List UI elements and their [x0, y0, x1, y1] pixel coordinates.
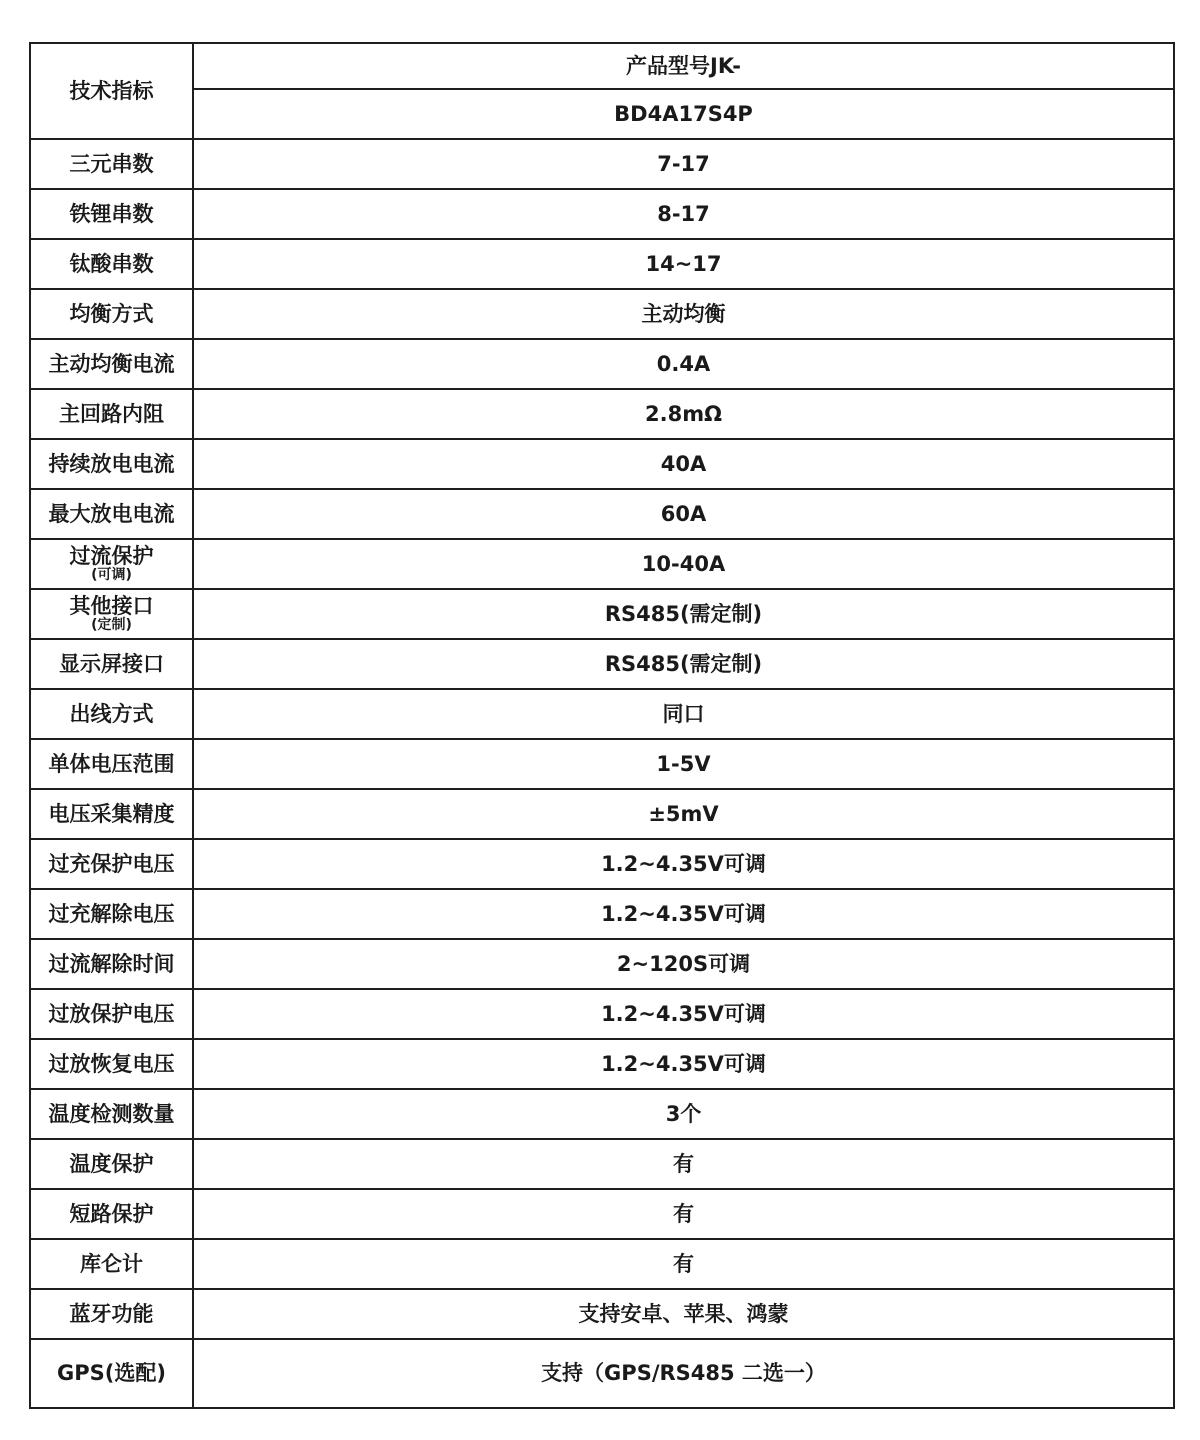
spec-label: 温度检测数量 [48, 1101, 175, 1126]
spec-label-cell [30, 689, 193, 739]
table-row [30, 489, 1174, 539]
spec-value: 有 [193, 1139, 1174, 1189]
spec-label: 主回路内阻 [59, 401, 164, 426]
table-row [30, 589, 1174, 639]
spec-label-cell [30, 539, 193, 589]
spec-label: 持续放电电流 [48, 451, 175, 476]
spec-label: 其他接口 [69, 594, 154, 619]
table-row [30, 1189, 1174, 1239]
spec-value: RS485(需定制) [193, 589, 1174, 639]
header-row-1 [30, 43, 1174, 89]
spec-value: 2~120S可调 [193, 939, 1174, 989]
spec-label-cell [30, 589, 193, 639]
spec-label: 最大放电电流 [48, 501, 175, 526]
table-row [30, 1339, 1174, 1408]
table-row [30, 939, 1174, 989]
spec-label-cell [30, 1139, 193, 1189]
table-row [30, 739, 1174, 789]
spec-value: 有 [193, 1239, 1174, 1289]
table-row [30, 339, 1174, 389]
spec-label-cell [30, 289, 193, 339]
spec-value: 14~17 [193, 239, 1174, 289]
table-row [30, 789, 1174, 839]
spec-label: 过充保护电压 [48, 851, 175, 876]
spec-label: 过充解除电压 [48, 901, 175, 926]
table-row [30, 1239, 1174, 1289]
spec-label-cell [30, 239, 193, 289]
spec-value: 7-17 [193, 139, 1174, 189]
spec-label-cell [30, 139, 193, 189]
table-row [30, 389, 1174, 439]
model-line-2: BD4A17S4P [193, 89, 1174, 139]
spec-value: 10-40A [193, 539, 1174, 589]
spec-label-cell [30, 989, 193, 1039]
spec-label: 温度保护 [69, 1151, 154, 1176]
spec-value: ±5mV [193, 789, 1174, 839]
spec-label: 单体电压范围 [48, 751, 175, 776]
spec-value: 有 [193, 1189, 1174, 1239]
spec-value: 2.8mΩ [193, 389, 1174, 439]
table-row [30, 1139, 1174, 1189]
spec-label-cell [30, 839, 193, 889]
header-row-2 [30, 89, 1174, 139]
spec-label-cell [30, 789, 193, 839]
spec-label: 出线方式 [69, 701, 154, 726]
spec-label: 三元串数 [69, 151, 154, 176]
spec-value: RS485(需定制) [193, 639, 1174, 689]
spec-label-cell [30, 739, 193, 789]
table-row [30, 239, 1174, 289]
spec-label-cell [30, 1289, 193, 1339]
table-row [30, 539, 1174, 589]
spec-table [29, 42, 1175, 1409]
table-row [30, 439, 1174, 489]
table-row [30, 1039, 1174, 1089]
spec-label-cell [30, 1089, 193, 1139]
spec-value: 1.2~4.35V可调 [193, 989, 1174, 1039]
spec-value: 1.2~4.35V可调 [193, 1039, 1174, 1089]
spec-label: 铁锂串数 [69, 201, 154, 226]
spec-value: 8-17 [193, 189, 1174, 239]
spec-label: 过放保护电压 [48, 1001, 175, 1026]
spec-label: 过流保护 [69, 544, 154, 569]
table-row [30, 689, 1174, 739]
spec-value: 40A [193, 439, 1174, 489]
spec-label-cell [30, 389, 193, 439]
spec-label: 均衡方式 [69, 301, 154, 326]
spec-label-cell [30, 189, 193, 239]
spec-label: 短路保护 [69, 1201, 154, 1226]
table-row [30, 639, 1174, 689]
spec-label: 过放恢复电压 [48, 1051, 175, 1076]
spec-value: 3个 [193, 1089, 1174, 1139]
spec-value: 1-5V [193, 739, 1174, 789]
spec-value: 0.4A [193, 339, 1174, 389]
spec-value: 1.2~4.35V可调 [193, 889, 1174, 939]
spec-label-cell [30, 1239, 193, 1289]
spec-label-cell [30, 439, 193, 489]
spec-value: 主动均衡 [193, 289, 1174, 339]
spec-label-cell [30, 1189, 193, 1239]
spec-value: 支持（GPS/RS485 二选一） [193, 1339, 1174, 1408]
spec-label: GPS(选配) [57, 1361, 166, 1386]
spec-label-cell [30, 489, 193, 539]
table-row [30, 1289, 1174, 1339]
spec-value: 1.2~4.35V可调 [193, 839, 1174, 889]
spec-label: 蓝牙功能 [69, 1301, 154, 1326]
spec-label-cell [30, 1339, 193, 1408]
spec-label-cell [30, 889, 193, 939]
spec-label-cell [30, 639, 193, 689]
spec-value: 支持安卓、苹果、鸿蒙 [193, 1289, 1174, 1339]
spec-label: 过流解除时间 [48, 951, 175, 976]
spec-label-cell [30, 339, 193, 389]
table-row [30, 889, 1174, 939]
model-line-1: 产品型号JK- [193, 43, 1174, 89]
spec-label: 电压采集精度 [48, 801, 175, 826]
table-row [30, 1089, 1174, 1139]
spec-value: 同口 [193, 689, 1174, 739]
spec-value: 60A [193, 489, 1174, 539]
spec-label-cell [30, 1039, 193, 1089]
table-row [30, 289, 1174, 339]
table-row [30, 189, 1174, 239]
spec-label-cell [30, 939, 193, 989]
spec-label: 显示屏接口 [59, 651, 164, 676]
table-row [30, 139, 1174, 189]
spec-label-note: (可调) [91, 567, 132, 584]
table-row [30, 839, 1174, 889]
header-label: 技术指标 [30, 43, 193, 139]
spec-label: 钛酸串数 [69, 251, 154, 276]
spec-label-note: (定制) [91, 617, 132, 634]
spec-label: 主动均衡电流 [48, 351, 175, 376]
table-row [30, 989, 1174, 1039]
spec-label: 库仑计 [80, 1251, 143, 1276]
